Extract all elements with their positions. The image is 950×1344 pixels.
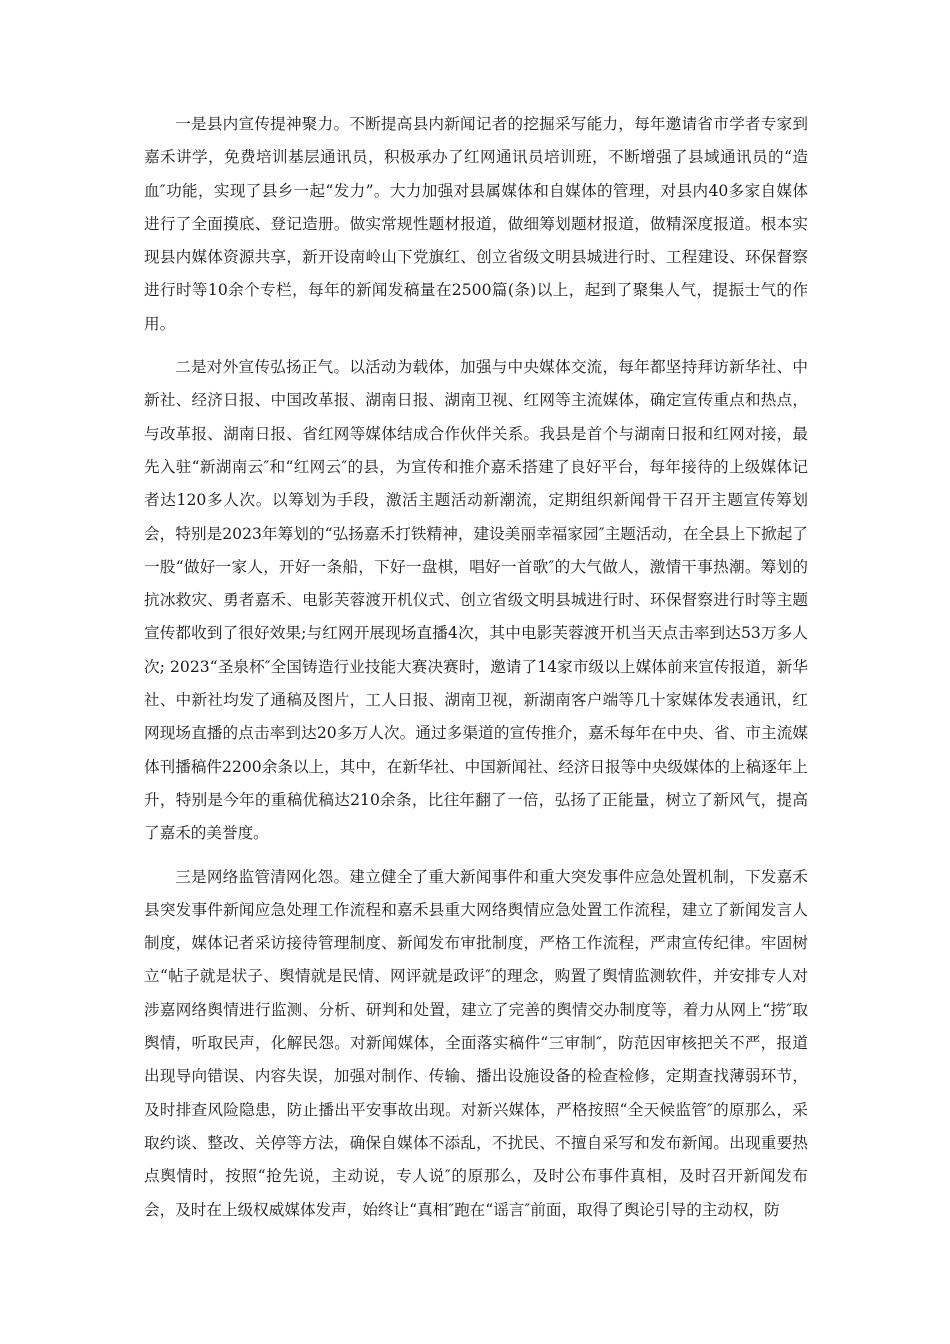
paragraph-local-publicity: 一是县内宣传提神聚力。不断提高县内新闻记者的挖掘采写能力，每年邀请省市学者专家到嘉禾讲学，免费培训基层通讯员，积极承办了红网通讯员培训班，不断增强了县域通讯员的“造血″功能，实现了县乡一起“发力”。大力加强对县属媒体和自媒体的管理，对县内40多家自媒体进行了全面摸底、登记造册。做实常规性题材报道，做细筹划题材报道，做精深度报道。根本实现县内媒体资源共享，新开设南岭山下党旗红、创立省级文明县城进行时、工程建设、环保督察进行时等10余个专栏，每年的新闻发稿量在2500篇(条)以上，起到了聚集人气，提振士气的作用。 [144,115,808,333]
document-body [144,108,808,1227]
paragraph-external-publicity: 二是对外宣传弘扬正气。以活动为载体，加强与中央媒体交流，每年都坚持拜访新华社、中新社、经济日报、中国改革报、湖南日报、湖南卫视、红网等主流媒体，确定宣传重点和热点，与改革报、湖南日报、省红网等媒体结成合作伙伴关系。我县是首个与湖南日报和红网对接，最先入驻“新湖南云″和“红网云″的县，为宣传和推介嘉禾搭建了良好平台，每年接待的上级媒体记者达120多人次。以筹划为手段，激活主题活动新潮流，定期组织新闻骨干召开主题宣传筹划会，特别是2023年筹划的“弘扬嘉禾打铁精神，建设美丽幸福家园″主题活动，在全县上下掀起了一股“做好一家人，开好一条船，下好一盘棋，唱好一首歌″的大气做人，激情干事热潮。筹划的抗冰救灾、勇者嘉禾、电影芙蓉渡开机仪式、创立省级文明县城进行时、环保督察进行时等主题宣传都收到了很好效果;与红网开展现场直播4次，其中电影芙蓉渡开机当天点击率到达53万多人次; 2023“圣泉杯″全国铸造行业技能大赛决赛时，邀请了14家市级以上媒体前来宣传报道，新华社、中新社均发了通稿及图片，工人日报、湖南卫视，新湖南客户端等几十家媒体发表通讯，红网现场直播的点击率到达20多万人次。通过多渠道的宣传推介，嘉禾每年在中央、省、市主流媒体刊播稿件2200余条以上，其中，在新华社、中国新闻社、经济日报等中央级媒体的上稿逐年上升，特别是今年的重稿优稿达210余条，比往年翻了一倍，弘扬了正能量，树立了新风气，提高了嘉禾的美誉度。 [144,358,808,843]
paragraph-network-supervision: 三是网络监管清网化怨。建立健全了重大新闻事件和重大突发事件应急处置机制，下发嘉禾县突发事件新闻应急处理工作流程和嘉禾县重大网络舆情应急处置工作流程，建立了新闻发言人制度，媒体记者采访接待管理制度、新闻发布审批制度，严格工作流程，严肃宣传纪律。牢固树立“帖子就是状子、舆情就是民情、网评就是政评″的理念，购置了舆情监测软件，并安排专人对涉嘉网络舆情进行监测、分析、研判和处置，建立了完善的舆情交办制度等，着力从网上“捞″取舆情，听取民声，化解民怨。对新闻媒体，全面落实稿件“三审制″，防范因审核把关不严，报道出现导向错误、内容失误，加强对制作、传输、播出设施设备的检查检修，定期查找薄弱环节，及时排查风险隐患，防止播出平安事故出现。对新兴媒体，严格按照“全天候监管″的原那么，采取约谈、整改、关停等方法，确保自媒体不添乱，不扰民、不擅自采写和发布新闻。出现重要热点舆情时，按照“抢先说，主动说，专人说″的原那么，及时公布事件真相，及时召开新闻发布会，及时在上级权威媒体发声，始终让“真相″跑在“谣言″前面，取得了舆论引导的主动权，防 [144,867,808,1219]
